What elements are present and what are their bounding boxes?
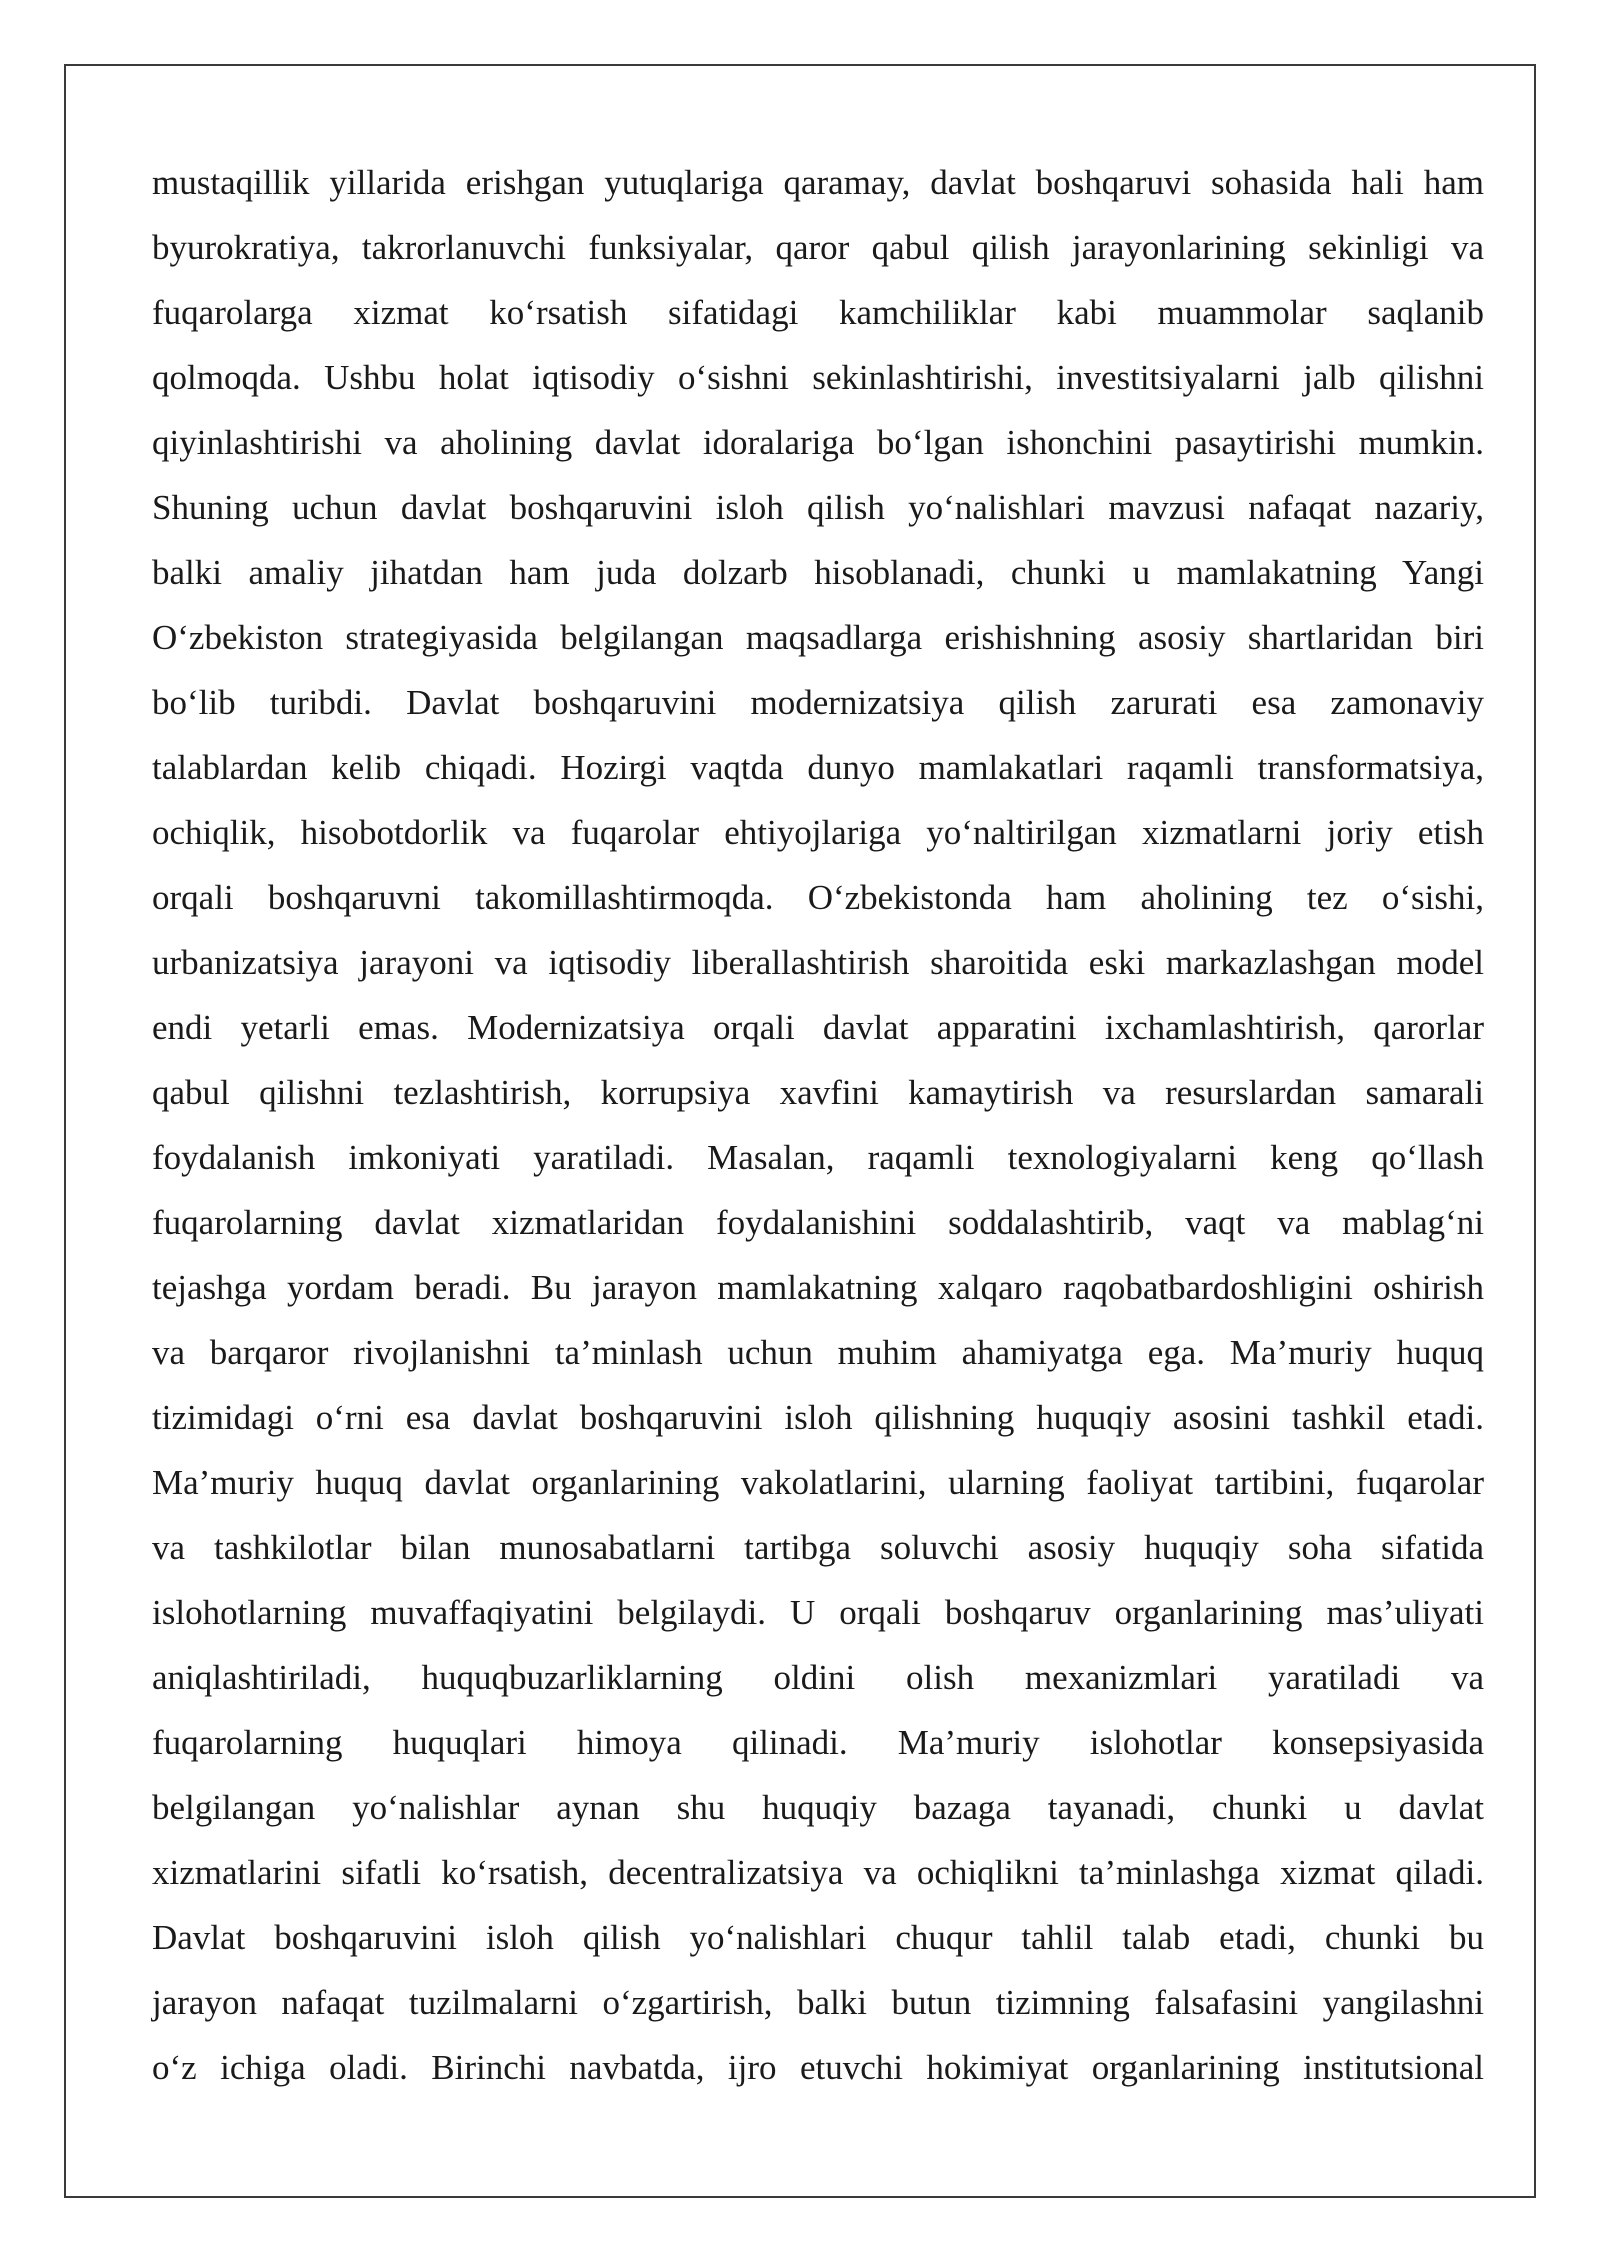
text-line (152, 280, 1484, 345)
text-line (152, 800, 1484, 865)
text-line (152, 865, 1484, 930)
text-line-content: orqali boshqaruvni takomillashtirmoqda. O‘zbekistonda ham aholining tez o‘sishi, (152, 878, 1484, 917)
text-line (152, 1580, 1484, 1645)
text-line-content: belgilangan yo‘nalishlar aynan shu huquqiy bazaga tayanadi, chunki u davlat (152, 1788, 1484, 1827)
text-line (152, 2035, 1484, 2100)
text-line-content: mustaqillik yillarida erishgan yutuqlariga qaramay, davlat boshqaruvi sohasida hali ham (152, 163, 1484, 202)
text-line (152, 1060, 1484, 1125)
text-line-content: O‘zbekiston strategiyasida belgilangan maqsadlarga erishishning asosiy shartlaridan biri (152, 618, 1484, 657)
text-line (152, 345, 1484, 410)
text-line-content: qolmoqda. Ushbu holat iqtisodiy o‘sishni sekinlashtirishi, investitsiyalarni jalb qilishni (152, 358, 1484, 397)
text-line-content: o‘z ichiga oladi. Birinchi navbatda, ijro etuvchi hokimiyat organlarining institutsional (152, 2048, 1484, 2087)
text-line (152, 150, 1484, 215)
text-line-content: islohotlarning muvaffaqiyatini belgilaydi. U orqali boshqaruv organlarining mas’uliyati (152, 1593, 1484, 1632)
text-line-content: fuqarolarga xizmat ko‘rsatish sifatidagi kamchiliklar kabi muammolar saqlanib (152, 293, 1484, 332)
text-line-content: urbanizatsiya jarayoni va iqtisodiy liberallashtirish sharoitida eski markazlashgan model (152, 943, 1484, 982)
text-line-content: Ma’muriy huquq davlat organlarining vakolatlarini, ularning faoliyat tartibini, fuqarolar (152, 1463, 1484, 1502)
text-line-content: foydalanish imkoniyati yaratiladi. Masalan, raqamli texnologiyalarni keng qo‘llash (152, 1138, 1484, 1177)
text-line-content: qiyinlashtirishi va aholining davlat idoralariga bo‘lgan ishonchini pasaytirishi mumkin. (152, 423, 1484, 462)
text-line (152, 1450, 1484, 1515)
text-line-content: Shuning uchun davlat boshqaruvini isloh qilish yo‘nalishlari mavzusi nafaqat nazariy, (152, 488, 1484, 527)
text-line (152, 1190, 1484, 1255)
text-line (152, 1385, 1484, 1450)
text-line-content: qabul qilishni tezlashtirish, korrupsiya xavfini kamaytirish va resurslardan samarali (152, 1073, 1484, 1112)
text-line-content: endi yetarli emas. Modernizatsiya orqali davlat apparatini ixchamlashtirish, qarorlar (152, 1008, 1484, 1047)
text-line (152, 735, 1484, 800)
text-line (152, 215, 1484, 280)
text-line-content: aniqlashtiriladi, huquqbuzarliklarning oldini olish mexanizmlari yaratiladi va (152, 1658, 1484, 1697)
text-line (152, 1840, 1484, 1905)
text-line (152, 670, 1484, 735)
text-line-content: byurokratiya, takrorlanuvchi funksiyalar, qaror qabul qilish jarayonlarining sekinligi va (152, 228, 1484, 267)
text-line-content: va tashkilotlar bilan munosabatlarni tartibga soluvchi asosiy huquqiy soha sifatida (152, 1528, 1484, 1567)
text-line (152, 1320, 1484, 1385)
text-line-content: fuqarolarning davlat xizmatlaridan foydalanishini soddalashtirib, vaqt va mablag‘ni (152, 1203, 1484, 1242)
text-line-content: xizmatlarini sifatli ko‘rsatish, decentralizatsiya va ochiqlikni ta’minlashga xizmat qiladi. (152, 1853, 1484, 1892)
text-line-content: talablardan kelib chiqadi. Hozirgi vaqtda dunyo mamlakatlari raqamli transformatsiya, (152, 748, 1484, 787)
text-line (152, 930, 1484, 995)
text-line-content: tizimidagi o‘rni esa davlat boshqaruvini isloh qilishning huquqiy asosini tashkil etadi. (152, 1398, 1484, 1437)
text-line-content: Davlat boshqaruvini isloh qilish yo‘nalishlari chuqur tahlil talab etadi, chunki bu (152, 1918, 1484, 1957)
text-line-content: tejashga yordam beradi. Bu jarayon mamlakatning xalqaro raqobatbardoshligini oshirish (152, 1268, 1484, 1307)
body-paragraph (152, 150, 1484, 2100)
text-line (152, 475, 1484, 540)
text-line (152, 995, 1484, 1060)
text-line-content: va barqaror rivojlanishni ta’minlash uchun muhim ahamiyatga ega. Ma’muriy huquq (152, 1333, 1484, 1372)
text-line (152, 1515, 1484, 1580)
text-line (152, 410, 1484, 475)
text-line (152, 605, 1484, 670)
text-line (152, 1970, 1484, 2035)
text-line (152, 1125, 1484, 1190)
text-line (152, 1710, 1484, 1775)
text-line (152, 1255, 1484, 1320)
text-line-content: balki amaliy jihatdan ham juda dolzarb hisoblanadi, chunki u mamlakatning Yangi (152, 553, 1484, 592)
text-line (152, 540, 1484, 605)
text-line-content: fuqarolarning huquqlari himoya qilinadi. Ma’muriy islohotlar konsepsiyasida (152, 1723, 1484, 1762)
text-line (152, 1645, 1484, 1710)
text-line (152, 1775, 1484, 1840)
text-line-content: jarayon nafaqat tuzilmalarni o‘zgartirish, balki butun tizimning falsafasini yangilashni (152, 1983, 1484, 2022)
text-line-content: ochiqlik, hisobotdorlik va fuqarolar ehtiyojlariga yo‘naltirilgan xizmatlarni joriy etish (152, 813, 1484, 852)
text-line-content: bo‘lib turibdi. Davlat boshqaruvini modernizatsiya qilish zarurati esa zamonaviy (152, 683, 1484, 722)
text-line (152, 1905, 1484, 1970)
